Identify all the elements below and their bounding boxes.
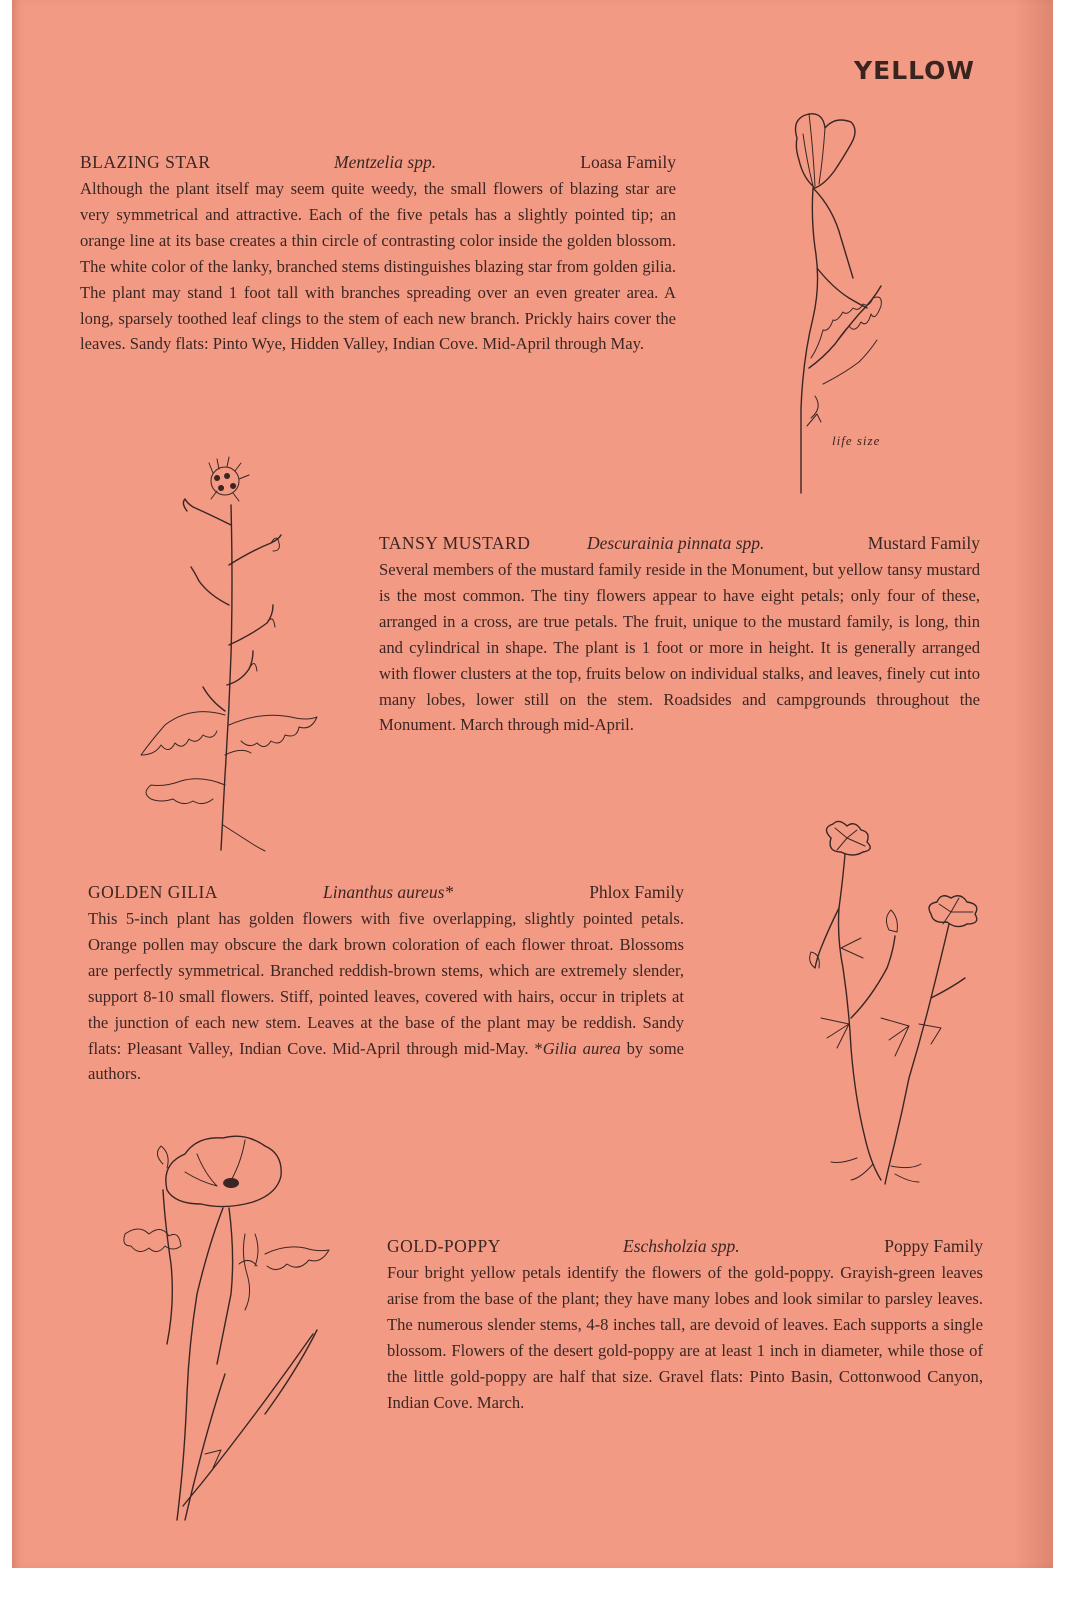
scientific-name: Linanthus aureus* [323, 882, 454, 902]
footnote-mark: * [534, 1038, 543, 1058]
description: Although the plant itself may seem quite weedy, the small flowers of blazing star are very symmetrical and attractive. Each of the five petals has a slightly pointed tip; an orange line at its base creates a thin circle of contrasting color inside the golden blossom. The white color of the lanky, branched stems distinguishes blazing star from golden gilia. The plant may stand 1 foot tall with branches spreading over an even greater area. A long, sparsely toothed leaf clings to the stem of each new branch. Prickly hairs cover the leaves. Sandy flats: Pinto Wye, Hidden Valley, Indian Cove. Mid-April through May. [80, 179, 676, 354]
scientific-name: Descurainia pinnata spp. [587, 533, 765, 553]
booklet-page [12, 0, 1053, 1568]
family-name: Poppy Family [884, 1236, 983, 1256]
common-name: BLAZING STAR [80, 152, 211, 172]
entry-gold-poppy [387, 1236, 983, 1415]
family-name: Phlox Family [589, 882, 684, 902]
family-name: Loasa Family [580, 152, 676, 172]
page-edge-shadow [1013, 0, 1053, 1568]
family-name: Mustard Family [867, 533, 980, 553]
entry-golden-gilia [88, 882, 684, 1087]
scientific-name: Mentzelia spp. [334, 152, 437, 172]
common-name: GOLD-POPPY [387, 1236, 501, 1256]
figure-caption: life size [832, 433, 881, 448]
description: Four bright yellow petals identify the flowers of the gold-poppy. Grayish-green leaves arise from the base of the plant; they have many lobes and look similar to parsley leaves. The numerous slender stems, 4-8 inches tall, are devoid of leaves. Each supports a single blossom. Flowers of the desert gold-poppy are at least 1 inch in diameter, while those of the little gold-poppy are half that size. Gravel flats: Pinto Basin, Cottonwood Canyon, Indian Cove. March. [387, 1263, 983, 1412]
entry-heading [387, 1236, 983, 1260]
common-name: GOLDEN GILIA [88, 882, 218, 902]
golden-gilia-illustration [791, 818, 1001, 1196]
entry-tansy-mustard [379, 533, 980, 738]
common-name: TANSY MUSTARD [379, 533, 531, 553]
entry-heading [88, 882, 684, 906]
description [88, 906, 684, 1087]
entry-heading [80, 152, 676, 176]
gold-poppy-illustration [105, 1124, 341, 1524]
entry-heading [379, 533, 980, 557]
footnote-synonym: Gilia aurea [542, 1038, 621, 1058]
description: Several members of the mustard family reside in the Monument, but yellow tansy mustard is the most common. The tiny flowers appear to have eight petals; only four of these, arranged in a cross, are true petals. The fruit, unique to the mustard family, is long, thin and cylindrical in shape. The plant is 1 foot or more in height. It is generally arranged with flower clusters at the top, fruits below on individual stalks, and leaves, finely cut into many lobes, lower still on the stem. Roadsides and campgrounds throughout the Monument. March through mid-April. [379, 560, 980, 735]
tansy-mustard-illustration [121, 455, 327, 853]
entry-blazing-star [80, 152, 676, 357]
footnote-text: by some authors. [88, 1038, 685, 1084]
section-header: YELLOW [854, 56, 975, 85]
scientific-name: Eschsholzia spp. [623, 1236, 740, 1256]
description-text: This 5-inch plant has golden flowers with five overlapping, slightly pointed petals. Orange pollen may obscure the dark brown coloration of each flower throat. Blossoms are perfectly symmetrical. Branched reddish-brown stems, which are extremely slender, support 8-10 small flowers. Stiff, pointed leaves, covered with hairs, occur in triplets at the junction of each new stem. Leaves at the base of the plant may be reddish. Sandy flats: Pleasant Valley, Indian Cove. Mid-April through mid-May. [88, 909, 684, 1058]
